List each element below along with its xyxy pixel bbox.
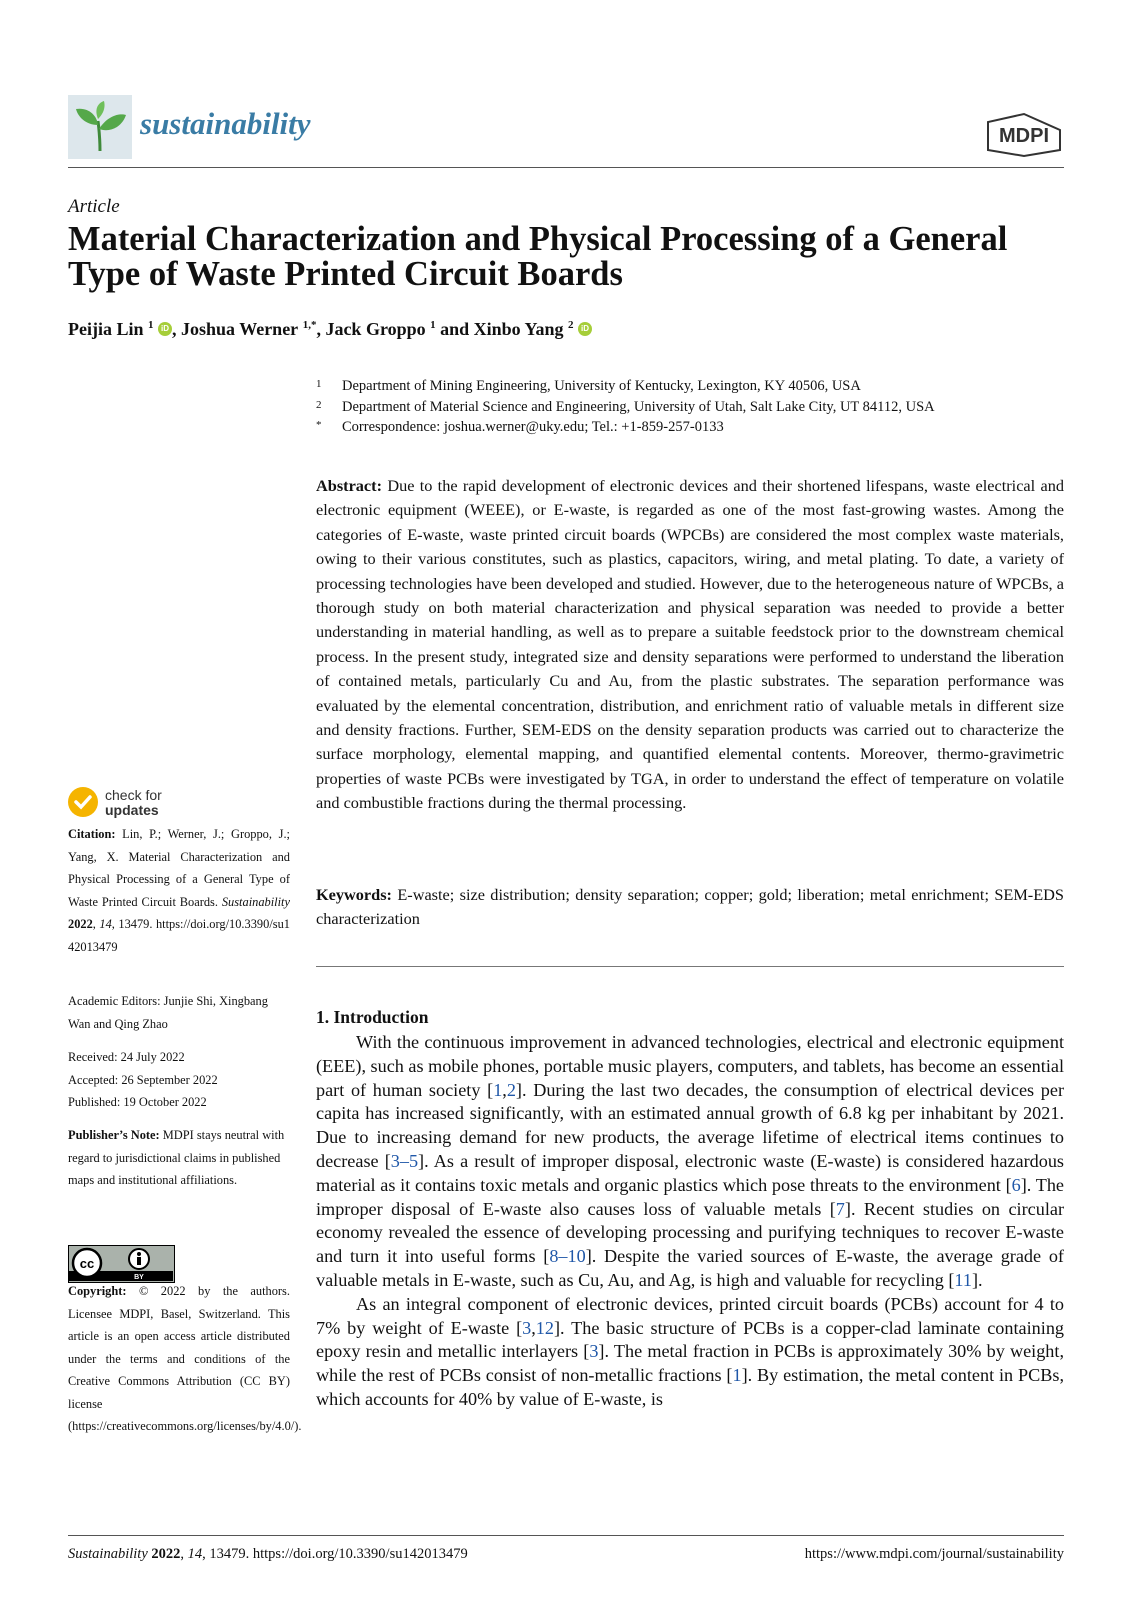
- citation-journal: Sustainability: [221, 894, 290, 909]
- paragraph-text: ]. During the last two decades, the consumption of electrical devices per capita has increased significantly, with an estimated annual growth of 6.8 kg per inhabitant by 2021. Due to increasing demand for new products, the average lifetime of electrical items continues to decrease [: [316, 1079, 1065, 1171]
- affiliation-text: Department of Material Science and Engineering, University of Utah, Salt Lake City, UT 84112, USA: [342, 399, 935, 415]
- publisher-note: [68, 1124, 290, 1192]
- cc-icon: [69, 1246, 173, 1281]
- introduction-body: [316, 1031, 1064, 1412]
- paragraph-text: With the continuous improvement in advanced technologies, electrical and electronic equipment (EEE), such as mobile phones, portable music players, computers, and tablets, has become an essential part of human society [: [316, 1032, 1064, 1100]
- footer-citation: Sustainability 2022, 14, 13479. https://doi.org/10.3390/su142013479: [68, 1546, 468, 1562]
- reference-link[interactable]: 12: [535, 1317, 554, 1338]
- publisher-logo: [984, 112, 1064, 163]
- footer-doi[interactable]: , 13479. https://doi.org/10.3390/su142013479: [202, 1546, 468, 1562]
- citation-volume: 14: [99, 917, 112, 931]
- paragraph-text: ]. The metal fraction in PCBs is approximately 30% by weight, while the rest of PCBs consist of non-metallic fractions [: [316, 1341, 1065, 1386]
- section-heading: 1. Introduction: [316, 1007, 429, 1027]
- paragraph-text: ]. The basic structure of PCBs is a copper-clad laminate containing epoxy resin and metallic interlayers [: [316, 1317, 1065, 1362]
- abstract: [316, 474, 1064, 816]
- affiliation-item: [316, 399, 935, 416]
- check-label-1: check for: [105, 787, 162, 803]
- footer-journal: Sustainability: [68, 1546, 148, 1562]
- publisher-note-label: Publisher’s Note:: [68, 1128, 160, 1142]
- citation-text: Lin, P.; Werner, J.; Groppo, J.; Yang, X. Material Characterization and Physical Processing of a General Type of Waste Printed Circuit Boards.: [68, 827, 290, 909]
- cc-by-license-badge[interactable]: [68, 1245, 175, 1283]
- citation-block: Citation: Lin, P.; Werner, J.; Groppo, J.; Yang, X. Material Characterization and Physical Processing of a General Type of Waste Printed Circuit Boards. Sustainability 2022, 14, 13479. https://doi.org/10.3390/su142013479: [68, 827, 290, 954]
- orcid-icon[interactable]: iD: [578, 322, 592, 336]
- orcid-icon[interactable]: iD: [158, 322, 172, 336]
- citation-label: Citation:: [68, 827, 116, 841]
- abstract-text: Due to the rapid development of electronic devices and their shortened lifespans, waste electrical and electronic equipment (WEEE), or E-waste, is regarded as one of the most fast-growing wastes. Among the categories of E-waste, waste printed circuit boards (WPCBs) are considered the most complex waste materials, owing to their various constitutes, such as plastics, capacitors, wiring, and metal plating. To date, a variety of processing technologies have been developed and studied. However, due to the heterogeneous nature of WPCBs, a thorough study on both material characterization and physical separation was needed to provide a better understanding in material handling, as well as to prepare a suitable feedstock prior to the downstream chemical process. In the present study, integrated size and density separations were performed to understand the liberation of contained metals, particularly Cu and Au, from the plastic substrates. The separation performance was evaluated by the elemental concentration, distribution, and enrichment ratio of valuable metals in different size and density fractions. Further, SEM-EDS on the density separation products was carried out to characterize the surface morphology, elemental mapping, and quantified elemental contents. Moreover, thermo-gravimetric properties of waste PCBs were investigated by TGA, in order to understand the effect of temperature on volatile and combustible fractions during the thermal processing.: [316, 476, 1064, 813]
- editors-text: Academic Editors: Junjie Shi, Xingbang Wan and Qing Zhao: [68, 994, 268, 1031]
- footer-url[interactable]: https://www.mdpi.com/journal/sustainability: [804, 1546, 1064, 1562]
- citation-year: 2022: [68, 917, 93, 931]
- reference-link[interactable]: 3: [589, 1341, 599, 1362]
- paragraph-text: ]. Recent studies on circular economy revealed the essence of developing processing and purifying techniques to recover E-waste and turn it into useful forms [: [316, 1198, 1064, 1267]
- paragraph-text: ,: [502, 1079, 507, 1100]
- keywords-label: Keywords:: [316, 885, 392, 904]
- affiliation-item: [316, 378, 861, 395]
- copyright-block: [68, 1280, 302, 1438]
- reference-link[interactable]: 6: [1011, 1174, 1021, 1195]
- svg-text:cc: cc: [79, 1256, 95, 1271]
- paragraph-text: ]. As a result of improper disposal, electronic waste (E-waste) is considered hazardous material as it contains toxic metals and organic plastics which pose threats to the environment [: [316, 1150, 1065, 1195]
- affiliation-text: Department of Mining Engineering, University of Kentucky, Lexington, KY 40506, USA: [342, 378, 861, 394]
- paragraph-text: ]. By estimation, the metal content in PCBs, which accounts for 40% by value of E-waste, is: [316, 1365, 1064, 1409]
- paragraph-text: As an integral component of electronic devices, printed circuit boards (PCBs) account for 4 to 7% by weight of E-waste [: [316, 1293, 1064, 1338]
- reference-link[interactable]: 8–10: [549, 1246, 586, 1267]
- author-affiliation-mark: 1,*: [302, 319, 317, 331]
- author-affiliation-mark: 2: [568, 319, 574, 331]
- abstract-label: Abstract:: [316, 476, 383, 495]
- reference-link[interactable]: 1: [493, 1079, 503, 1100]
- reference-link[interactable]: 1: [732, 1365, 742, 1386]
- keywords: [316, 883, 1064, 932]
- reference-link[interactable]: 2: [506, 1079, 516, 1100]
- check-label-2: updates: [105, 802, 159, 818]
- footer-year: 2022: [151, 1546, 181, 1562]
- author-list: [68, 319, 592, 340]
- header-rule: [68, 167, 1064, 168]
- intro-paragraph: [316, 1031, 1064, 1293]
- footer-rule: [68, 1535, 1064, 1536]
- affiliation-item: [316, 419, 724, 436]
- citation-doi[interactable]: https://doi.org/10.3390/su142013479: [68, 917, 290, 954]
- affiliation-mark: 2: [316, 399, 322, 411]
- received-date: Received: 24 July 2022: [68, 1050, 185, 1064]
- check-icon: [68, 787, 98, 817]
- author-name[interactable]: Joshua Werner: [181, 319, 303, 339]
- journal-name: sustainability: [140, 106, 311, 141]
- leaf-icon: [68, 95, 132, 159]
- dates-block: [68, 1046, 290, 1114]
- author-affiliation-mark: 1: [148, 319, 154, 331]
- paragraph-text: ]. Despite the varied sources of E-waste, the average grade of valuable metals in E-waste, such as Cu, Au, and Ag, is high and valuable for recycling [: [316, 1246, 1064, 1290]
- publisher-name: MDPI: [999, 125, 1049, 147]
- copyright-label: Copyright:: [68, 1284, 127, 1298]
- reference-link[interactable]: 3: [522, 1317, 532, 1338]
- reference-link[interactable]: 11: [954, 1269, 972, 1290]
- paragraph-text: ]. The improper disposal of E-waste also causes loss of valuable metals [: [316, 1174, 1064, 1219]
- keywords-text: E-waste; size distribution; density separation; copper; gold; liberation; metal enrichment; SEM-EDS characterization: [316, 885, 1064, 929]
- author-name[interactable]: Xinbo Yang: [473, 319, 569, 339]
- paragraph-text: ].: [971, 1269, 983, 1290]
- author-separator: ,: [172, 319, 181, 339]
- section-divider: [316, 966, 1064, 967]
- affiliation-mark: 1: [316, 378, 322, 390]
- footer-volume: 14: [187, 1546, 203, 1562]
- author-separator: ,: [316, 319, 326, 339]
- academic-editors: [68, 990, 290, 1035]
- author-separator: and: [435, 319, 474, 339]
- accepted-date: Accepted: 26 September 2022: [68, 1072, 218, 1087]
- intro-paragraph: [316, 1293, 1064, 1412]
- author-name[interactable]: Peijia Lin: [68, 319, 148, 339]
- svg-text:BY: BY: [134, 1274, 144, 1281]
- affiliation-text: Correspondence: joshua.werner@uky.edu; Tel.: +1-859-257-0133: [342, 419, 724, 435]
- publisher-note-text: MDPI stays neutral with regard to jurisdictional claims in published maps and institutional affiliations.: [68, 1128, 285, 1187]
- copyright-text: © 2022 by the authors. Licensee MDPI, Basel, Switzerland. This article is an open access article distributed under the terms and conditions of the Creative Commons Attribution (CC BY) license (https://creativecommons.org/licenses/by/4.0/).: [68, 1284, 302, 1433]
- paragraph-text: ,: [531, 1317, 536, 1338]
- citation-article: , 13479.: [111, 917, 153, 931]
- article-type: Article: [68, 196, 120, 217]
- reference-link[interactable]: 7: [835, 1198, 845, 1219]
- reference-link[interactable]: 3–5: [390, 1150, 419, 1171]
- journal-logo: [68, 95, 132, 159]
- author-name[interactable]: Jack Groppo: [325, 319, 431, 339]
- published-date: Published: 19 October 2022: [68, 1095, 207, 1109]
- affiliation-mark: *: [316, 419, 322, 431]
- author-affiliation-mark: 1: [430, 319, 436, 331]
- page-title: Material Characterization and Physical Processing of a General Type of Waste Printed Circuit Boards: [68, 220, 1008, 293]
